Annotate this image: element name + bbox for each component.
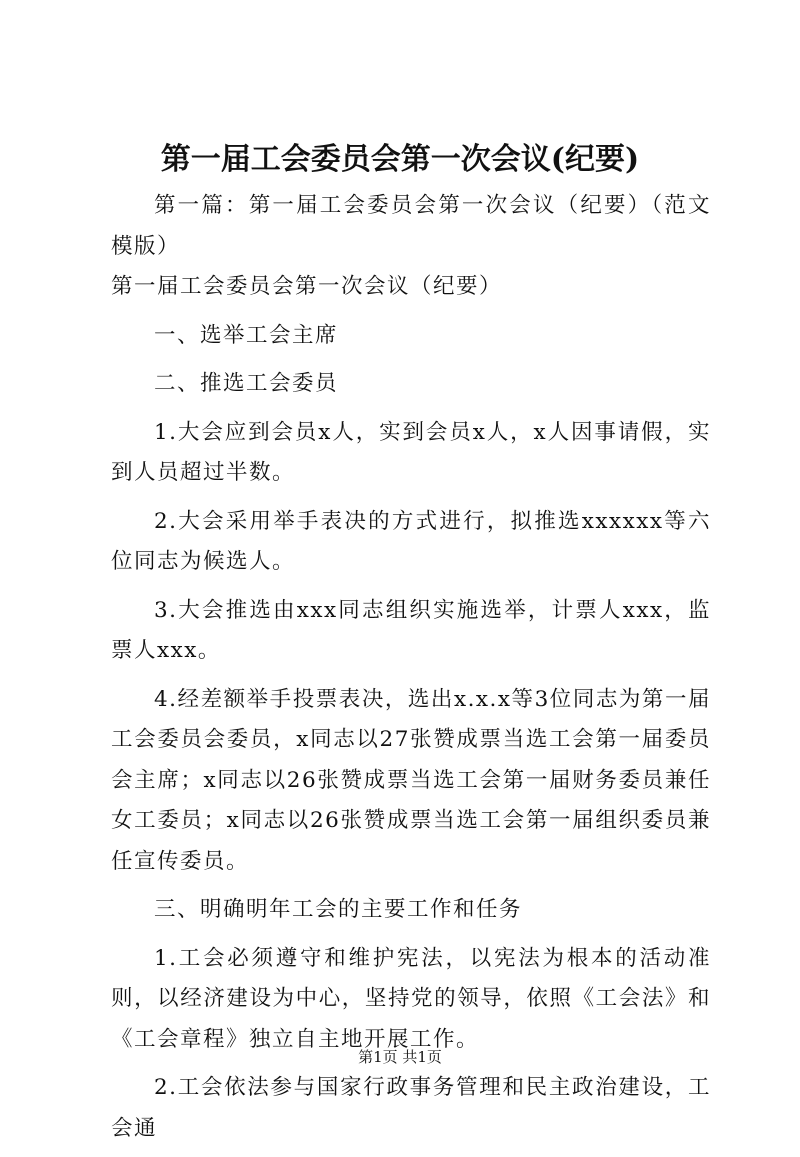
paragraph-item-4: 4.经差额举手投票表决，选出x.x.x等3位同志为第一届工会委员会委员，x同志以27张赞成票当选工会第一届委员会主席；x同志以26张赞成票当选工会第一届财务委员兼任女工委员；x同志以26张赞成票当选工会第一届组织委员兼任宣传委员。 (111, 686, 711, 874)
document-body (111, 186, 711, 1157)
page-title: 第一届工会委员会第一次会议(纪要) (160, 142, 640, 177)
paragraph-section-2: 二、推选工会委员 (154, 371, 339, 396)
paragraph-section-3: 三、明确明年工会的主要工作和任务 (154, 897, 523, 922)
page-footer: 第1页 共1页 (358, 1048, 442, 1066)
paragraph-item-1: 1.大会应到会员x人，实到会员x人，x人因事请假，实到人员超过半数。 (111, 419, 711, 485)
paragraph-heading-part1: 第一篇：第一届工会委员会第一次会议（纪要）（范文模版） (111, 193, 711, 259)
paragraph-task-2: 2.工会依法参与国家行政事务管理和民主政治建设，工会通 (111, 1075, 711, 1141)
paragraph-item-2: 2.大会采用举手表决的方式进行，拟推选xxxxxx等六位同志为候选人。 (111, 508, 711, 574)
paragraph-item-3: 3.大会推选由xxx同志组织实施选举，计票人xxx，监票人xxx。 (111, 597, 711, 663)
paragraph-task-1: 1.工会必须遵守和维护宪法，以宪法为根本的活动准则，以经济建设为中心，坚持党的领导，依照《工会法》和《工会章程》独立自主地开展工作。 (111, 945, 711, 1052)
paragraph-section-1: 一、选举工会主席 (154, 322, 339, 348)
paragraph-subtitle: 第一届工会委员会第一次会议（纪要） (111, 274, 503, 299)
